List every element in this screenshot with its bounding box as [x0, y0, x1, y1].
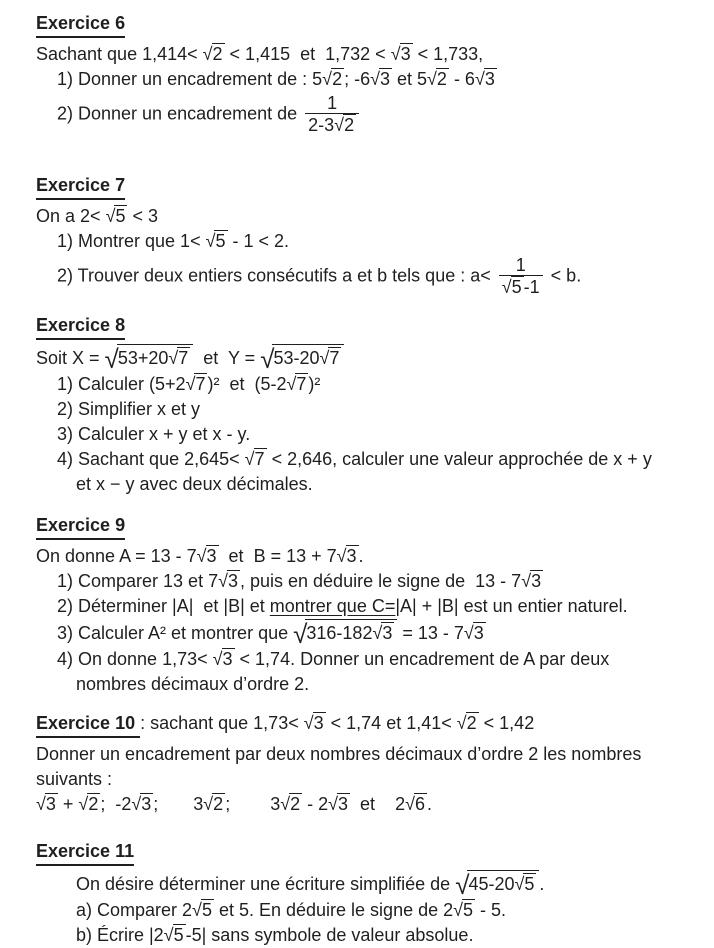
radical	[186, 374, 208, 394]
exercise-section-11	[36, 839, 700, 948]
radical-body	[227, 570, 240, 592]
radical	[245, 449, 267, 469]
text-run: 4) On donne 1,73<	[57, 649, 213, 669]
radical	[164, 925, 186, 945]
exercise-section-7	[36, 173, 700, 299]
fraction-denominator	[499, 275, 543, 298]
fraction-numerator	[514, 255, 528, 275]
radical-body	[337, 793, 350, 815]
radical-body	[214, 230, 227, 252]
text-run: 1	[515, 255, 526, 275]
exercise-body	[36, 42, 700, 137]
text-run: 7	[329, 348, 340, 368]
square-root-icon: √	[202, 44, 213, 64]
square-root-icon: √	[185, 374, 196, 394]
text-run: < 1,733,	[412, 44, 484, 64]
exercise-line	[36, 344, 700, 372]
text-run: 5	[511, 277, 522, 297]
exercise-line	[57, 397, 700, 422]
square-root-icon: √	[196, 546, 207, 566]
exercise-line	[36, 204, 700, 229]
radical	[521, 571, 543, 591]
fraction-numerator	[325, 93, 339, 113]
radical-body	[331, 68, 344, 90]
text-run: On désire déterminer une écriture simplifiée de	[76, 874, 456, 894]
fraction	[305, 93, 359, 136]
square-root-icon: √	[372, 623, 383, 643]
text-run: 3) Calculer x + y et x - y.	[57, 424, 251, 444]
square-root-icon: √	[203, 794, 214, 814]
square-root-icon: √	[319, 348, 330, 368]
exercise-title	[36, 513, 700, 540]
text-run: 2) Déterminer |A| et |B| et	[57, 596, 270, 616]
text-run: 1	[327, 93, 338, 113]
text-run: 2	[344, 115, 355, 135]
text-run: 1) Comparer 13 et 7	[57, 571, 219, 591]
text-run: ; 3	[153, 794, 204, 814]
text-run: 2	[212, 44, 223, 64]
radical	[515, 874, 537, 894]
text-run: )² et (5-2	[207, 374, 287, 394]
text-run: 2) Trouver deux entiers consécutifs a et b tels que : a<	[57, 265, 496, 286]
exercise-line	[36, 544, 700, 569]
radical-body	[212, 43, 225, 65]
text-run: 45-20	[468, 874, 515, 894]
text-run: 1) Calculer (5+2	[57, 374, 186, 394]
square-root-icon: √	[78, 794, 89, 814]
text-run: ; -2	[100, 794, 132, 814]
square-root-icon: √	[36, 794, 46, 814]
text-run: .	[426, 794, 432, 814]
square-root-icon: √	[322, 69, 333, 89]
radical-body	[222, 648, 235, 670]
exercise-title	[36, 711, 700, 738]
radical	[337, 546, 359, 566]
text-run: < 2,646, calculer une valeur approchée de x + y	[266, 449, 652, 469]
exercise-line	[76, 472, 700, 497]
radical-body	[473, 622, 486, 644]
square-root-icon: √	[405, 794, 415, 814]
exercise-line	[76, 870, 700, 898]
fraction	[499, 255, 543, 298]
text-run: 3	[222, 649, 233, 669]
text-run: 5	[173, 925, 184, 945]
radical-body	[379, 68, 392, 90]
exercise-title-suffix	[140, 713, 534, 733]
square-root-icon: √	[390, 44, 401, 64]
text-run: 3	[484, 69, 495, 89]
square-root-icon: √	[105, 206, 116, 226]
exercise-line	[57, 447, 700, 472]
text-run: 5	[215, 231, 226, 251]
text-run: 3	[400, 44, 411, 64]
radical	[328, 794, 350, 814]
square-root-icon: √	[192, 900, 202, 920]
square-root-icon: √	[293, 619, 308, 649]
text-run: 53+20	[117, 348, 169, 368]
radical	[464, 623, 486, 643]
exercise-line	[76, 923, 700, 948]
radical	[391, 44, 413, 64]
square-root-icon: √	[212, 649, 223, 669]
text-run: - 6	[448, 69, 475, 89]
radical	[322, 69, 344, 89]
radical-body	[436, 68, 449, 90]
text-run: et Y =	[193, 348, 261, 368]
square-root-icon: √	[455, 870, 470, 900]
text-run: 3	[531, 571, 542, 591]
text-run: -5| sans symbole de valeur absolue.	[185, 925, 474, 945]
text-run: 6	[414, 794, 425, 814]
text-run: 3	[379, 69, 390, 89]
radical	[213, 649, 235, 669]
radical-body	[289, 793, 302, 815]
radical	[293, 619, 397, 649]
radical	[320, 348, 342, 368]
radical-body	[466, 712, 479, 734]
exercise-line	[57, 254, 700, 299]
radical-body	[328, 347, 341, 368]
radical	[427, 69, 449, 89]
exercise-title-text: Exercice 11	[36, 839, 134, 866]
radical-body	[254, 448, 267, 470]
exercise-line	[36, 792, 700, 817]
square-root-icon: √	[456, 713, 467, 733]
text-run: - 5.	[475, 900, 507, 920]
exercise-line	[36, 42, 700, 67]
radical-body	[140, 793, 153, 815]
text-run: 2) Simplifier x et y	[57, 399, 201, 419]
exercise-title	[36, 173, 700, 200]
radical	[457, 713, 479, 733]
radical	[36, 794, 58, 814]
radical-body	[530, 570, 543, 592]
radical	[405, 794, 427, 814]
underlined-text: montrer que C=	[269, 596, 396, 616]
text-run: et 2	[350, 794, 406, 814]
square-root-icon: √	[370, 69, 380, 89]
radical-body	[343, 114, 356, 136]
text-run: )²	[308, 374, 321, 394]
radical-body	[177, 347, 190, 368]
exercise-section-10	[36, 711, 700, 817]
square-root-icon: √	[260, 344, 275, 374]
exercise-body	[36, 344, 700, 497]
text-run: Soit X =	[36, 348, 105, 368]
text-run: 2-3	[308, 115, 335, 135]
radical-body	[206, 545, 219, 567]
text-run: 2	[88, 794, 99, 814]
exercise-body	[36, 870, 700, 948]
radical-body	[45, 793, 58, 815]
text-run: = 13 - 7	[397, 623, 464, 643]
square-root-icon: √	[328, 794, 339, 814]
square-root-icon: √	[163, 925, 174, 945]
text-run: 3	[313, 713, 324, 733]
text-run: suivants :	[36, 769, 113, 789]
square-root-icon: √	[218, 571, 228, 591]
exercise-section-8	[36, 313, 700, 497]
text-run: et 5. En déduire le signe de 2	[213, 900, 454, 920]
exercise-title-text: Exercice 8	[36, 313, 125, 340]
text-run: 3	[473, 623, 484, 643]
square-root-icon: √	[514, 874, 525, 894]
text-run: |A| + |B| est un entier naturel.	[395, 596, 628, 616]
exercise-line	[57, 647, 700, 672]
text-run: 3	[227, 571, 238, 591]
radical	[372, 623, 394, 643]
radical-body	[117, 344, 193, 372]
text-run: 3	[141, 794, 152, 814]
radical-body	[114, 205, 127, 227]
exercise-body	[36, 544, 700, 697]
square-root-icon: √	[453, 900, 464, 920]
text-run: 5	[463, 900, 474, 920]
text-run: 5	[524, 874, 535, 894]
square-root-icon: √	[521, 571, 532, 591]
exercise-line	[76, 672, 700, 697]
text-run: a) Comparer 2	[76, 900, 193, 920]
text-run: < 1,415 et 1,732 <	[224, 44, 391, 64]
radical-body	[484, 68, 497, 90]
text-run: et 5	[392, 69, 428, 89]
radical	[475, 69, 497, 89]
exercise-title-text: Exercice 7	[36, 173, 125, 200]
text-run: : sachant que 1,73<	[140, 713, 304, 733]
exercise-title-text: Exercice 6	[36, 11, 125, 38]
text-run: - 2	[302, 794, 329, 814]
exercise-line	[57, 229, 700, 254]
text-run: +	[57, 794, 79, 814]
square-root-icon: √	[244, 449, 255, 469]
text-run: 53-20	[273, 348, 320, 368]
radical	[168, 348, 190, 368]
text-run: 2	[290, 794, 301, 814]
square-root-icon: √	[474, 69, 485, 89]
exercise-title-text: Exercice 10	[36, 711, 140, 738]
square-root-icon: √	[334, 115, 345, 135]
radical-body	[462, 899, 475, 921]
text-run: 2	[466, 713, 477, 733]
exercise-body	[36, 742, 700, 817]
radical-body	[381, 622, 394, 643]
text-run: nombres décimaux d’ordre 2.	[76, 674, 310, 694]
text-run: 2	[332, 69, 343, 89]
text-run: .	[358, 546, 364, 566]
text-run: -1	[523, 277, 540, 297]
text-run: 7	[178, 348, 189, 368]
radical	[197, 546, 219, 566]
text-run: ; -6	[344, 69, 371, 89]
radical-body	[201, 899, 214, 921]
exercise-line	[57, 92, 700, 137]
text-run: b) Écrire |2	[76, 925, 164, 945]
exercise-body	[36, 204, 700, 299]
text-run: < b.	[545, 265, 582, 286]
text-run: 4) Sachant que 2,645<	[57, 449, 245, 469]
radical	[370, 69, 392, 89]
text-run: 2	[213, 794, 224, 814]
radical	[106, 206, 128, 226]
radical	[203, 794, 225, 814]
exercise-line	[57, 569, 700, 594]
text-run: 3) Calculer A² et montrer que	[57, 623, 294, 643]
square-root-icon: √	[303, 713, 314, 733]
radical	[104, 344, 194, 374]
radical-body	[295, 373, 308, 395]
radical	[280, 794, 302, 814]
radical	[192, 900, 214, 920]
fraction-denominator	[305, 113, 359, 136]
text-run: < 1,74. Donner un encadrement de A par deux	[234, 649, 610, 669]
exercise-line	[57, 372, 700, 397]
square-root-icon: √	[501, 277, 512, 297]
radical-body	[87, 793, 100, 815]
text-run: Donner un encadrement par deux nombres décimaux d’ordre 2 les nombres	[36, 744, 642, 764]
text-run: et x − y avec deux décimales.	[76, 474, 313, 494]
radical-body	[523, 873, 536, 894]
radical	[131, 794, 153, 814]
text-run: 1) Donner un encadrement de : 5	[57, 69, 323, 89]
square-root-icon: √	[131, 794, 142, 814]
text-run: < 3	[127, 206, 158, 226]
radical	[260, 344, 344, 374]
exercise-line	[57, 594, 700, 619]
exercise-line	[57, 619, 700, 647]
radical-body	[194, 373, 207, 395]
radical	[334, 115, 356, 135]
exercise-line	[36, 742, 700, 767]
exercise-section-9	[36, 513, 700, 697]
text-run: 316-182	[306, 623, 373, 643]
square-root-icon: √	[286, 374, 297, 394]
square-root-icon: √	[427, 69, 437, 89]
radical	[304, 713, 326, 733]
text-run: On a 2<	[36, 206, 106, 226]
radical-body	[400, 43, 413, 65]
radical	[203, 44, 225, 64]
radical-body	[173, 924, 186, 946]
radical	[455, 870, 539, 900]
text-run: - 1 < 2.	[227, 231, 290, 251]
radical-body	[467, 870, 539, 898]
text-run: 3	[206, 546, 217, 566]
radical-body	[272, 344, 344, 372]
radical-body	[346, 545, 359, 567]
exercise-title	[36, 11, 700, 38]
exercise-line	[57, 422, 700, 447]
radical-body	[313, 712, 326, 734]
radical-body	[414, 793, 427, 815]
text-run: 7	[254, 449, 265, 469]
square-root-icon: √	[168, 348, 179, 368]
exercise-title-text: Exercice 9	[36, 513, 125, 540]
radical	[78, 794, 100, 814]
text-run: .	[539, 874, 545, 894]
radical	[206, 231, 228, 251]
radical	[453, 900, 475, 920]
text-run: ; 3	[225, 794, 281, 814]
text-run: Sachant que 1,414<	[36, 44, 203, 64]
text-run: < 1,74 et 1,41<	[325, 713, 457, 733]
radical	[502, 277, 524, 297]
text-run: 3	[382, 623, 393, 643]
exercise-line	[76, 898, 700, 923]
text-run: 7	[296, 374, 307, 394]
text-run: 5	[201, 900, 212, 920]
square-root-icon: √	[280, 794, 291, 814]
radical	[218, 571, 240, 591]
square-root-icon: √	[205, 231, 216, 251]
radical-body	[212, 793, 225, 815]
exercise-line	[57, 67, 700, 92]
text-run: , puis en déduire le signe de 13 - 7	[239, 571, 522, 591]
exercise-title	[36, 839, 700, 866]
radical-body	[511, 276, 524, 298]
text-run: On donne A = 13 - 7	[36, 546, 197, 566]
text-run: < 1,42	[478, 713, 535, 733]
text-run: 7	[195, 374, 206, 394]
text-run: 3	[346, 546, 357, 566]
exercise-line	[36, 767, 700, 792]
text-run: 3	[338, 794, 349, 814]
exercise-title	[36, 313, 700, 340]
text-run: 2) Donner un encadrement de	[57, 103, 303, 124]
text-run: 2	[436, 69, 447, 89]
radical	[286, 374, 308, 394]
text-run: 5	[115, 206, 126, 226]
radical-body	[305, 619, 397, 647]
square-root-icon: √	[463, 623, 474, 643]
square-root-icon: √	[104, 344, 119, 374]
square-root-icon: √	[336, 546, 347, 566]
text-run: et B = 13 + 7	[218, 546, 337, 566]
text-run: 1) Montrer que 1<	[57, 231, 206, 251]
text-run: 3	[45, 794, 56, 814]
exercise-section-6	[36, 11, 700, 137]
